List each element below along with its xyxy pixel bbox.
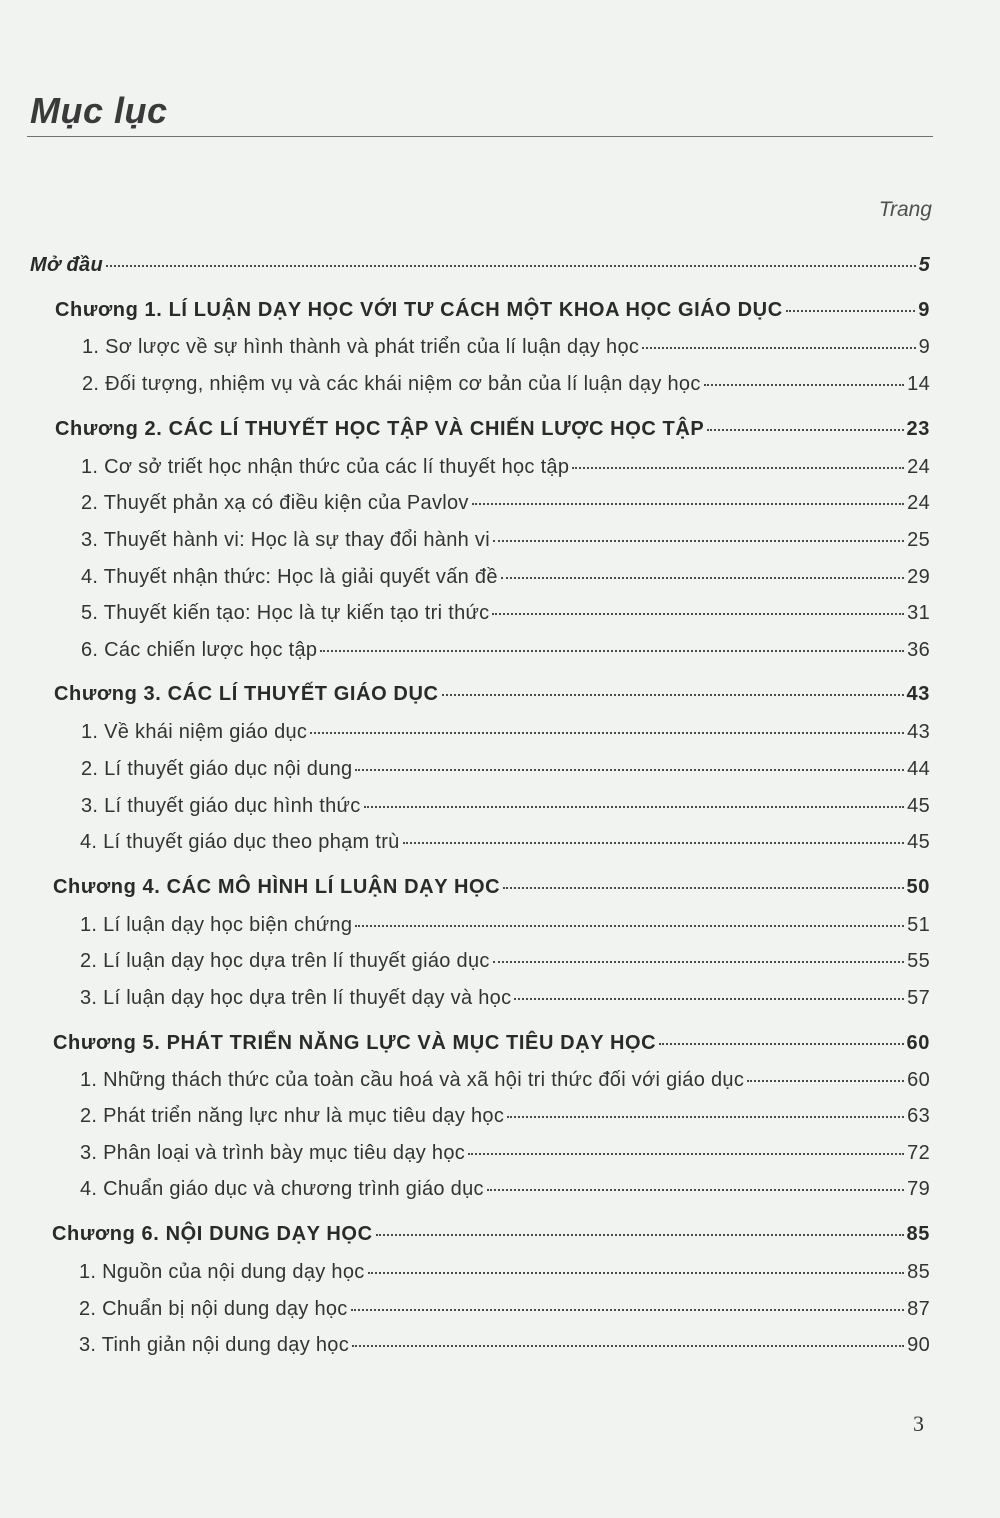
- dot-leader: [507, 1116, 904, 1118]
- toc-entry-label: 1. Về khái niệm giáo dục: [81, 721, 308, 743]
- toc-entry-page: 85: [906, 1223, 930, 1245]
- toc-section-entry: [81, 529, 930, 559]
- toc-entry-page: 25: [907, 529, 930, 551]
- dot-leader: [403, 842, 905, 844]
- toc-entry-label: 2. Lí thuyết giáo dục nội dung: [81, 758, 353, 780]
- toc-entry-page: 9: [918, 299, 930, 321]
- toc-entry-page: 14: [907, 373, 930, 395]
- dot-leader: [786, 310, 916, 312]
- page-title: Mục lục: [30, 90, 168, 131]
- toc-section-entry: [80, 914, 930, 944]
- dot-leader: [493, 540, 904, 542]
- toc-entry-label: Chương 1. LÍ LUẬN DẠY HỌC VỚI TƯ CÁCH MỘT KHOA HỌC GIÁO DỤC: [55, 299, 783, 321]
- toc-entry-page: 45: [907, 831, 930, 853]
- toc-intro-entry: [30, 254, 930, 284]
- toc-section-entry: [81, 758, 930, 788]
- toc-entry-page: 31: [907, 602, 930, 624]
- dot-leader: [355, 769, 904, 771]
- page-number: 3: [913, 1411, 924, 1436]
- dot-leader: [364, 806, 905, 808]
- toc-chapter-entry: [53, 876, 930, 906]
- toc-entry-label: 3. Tinh giản nội dung dạy học: [79, 1334, 350, 1356]
- toc-section-entry: [79, 1334, 930, 1364]
- toc-entry-page: 9: [918, 336, 930, 358]
- toc-entry-page: 79: [907, 1178, 930, 1200]
- toc-entry-page: 24: [907, 456, 930, 478]
- dot-leader: [503, 887, 903, 889]
- toc-entry-page: 90: [907, 1334, 930, 1356]
- toc-entry-label: 2. Đối tượng, nhiệm vụ và các khái niệm cơ bản của lí luận dạy học: [82, 373, 701, 395]
- toc-section-entry: [82, 336, 930, 366]
- toc-entry-label: Chương 5. PHÁT TRIỂN NĂNG LỰC VÀ MỤC TIÊU DẠY HỌC: [53, 1032, 657, 1054]
- toc-entry-page: 45: [907, 795, 930, 817]
- toc-entry-label: 2. Thuyết phản xạ có điều kiện của Pavlov: [81, 492, 469, 514]
- toc-section-entry: [81, 602, 930, 632]
- toc-entry-label: Chương 2. CÁC LÍ THUYẾT HỌC TẬP VÀ CHIẾN LƯỢC HỌC TẬP: [55, 418, 705, 440]
- dot-leader: [355, 925, 904, 927]
- toc-entry-label: 4. Thuyết nhận thức: Học là giải quyết vấn đề: [81, 566, 498, 588]
- dot-leader: [106, 265, 916, 267]
- toc-entry-page: 5: [918, 254, 930, 276]
- toc-entry-label: 1. Sơ lược về sự hình thành và phát triển của lí luận dạy học: [82, 336, 640, 358]
- dot-leader: [659, 1043, 903, 1045]
- toc-entry-label: 3. Phân loại và trình bày mục tiêu dạy học: [80, 1142, 466, 1164]
- toc-entry-label: 2. Phát triển năng lực như là mục tiêu dạy học: [80, 1105, 505, 1127]
- toc-section-entry: [81, 639, 930, 669]
- dot-leader: [351, 1309, 905, 1311]
- toc-chapter-entry: [52, 1223, 930, 1253]
- toc-entry-page: 63: [907, 1105, 930, 1127]
- toc-section-entry: [79, 1298, 930, 1328]
- toc-entry-label: Chương 4. CÁC MÔ HÌNH LÍ LUẬN DẠY HỌC: [53, 876, 501, 898]
- dot-leader: [472, 503, 904, 505]
- toc-entry-page: 85: [907, 1261, 930, 1283]
- toc-section-entry: [80, 1142, 930, 1172]
- title-rule: [27, 136, 933, 137]
- dot-leader: [493, 961, 904, 963]
- toc-chapter-entry: [55, 418, 930, 448]
- toc-section-entry: [80, 1178, 930, 1208]
- toc-entry-page: 44: [907, 758, 930, 780]
- toc-entry-page: 43: [906, 683, 930, 705]
- dot-leader: [707, 429, 903, 431]
- toc-section-entry: [81, 795, 930, 825]
- toc-entry-page: 55: [907, 950, 930, 972]
- toc-entry-page: 51: [907, 914, 930, 936]
- toc-entry-label: Mở đầu: [30, 254, 104, 276]
- toc-section-entry: [81, 492, 930, 522]
- toc-chapter-entry: [54, 683, 930, 713]
- toc-entry-label: 1. Nguồn của nội dung dạy học: [79, 1261, 365, 1283]
- toc-section-entry: [80, 1105, 930, 1135]
- toc-entry-label: 4. Chuẩn giáo dục và chương trình giáo dục: [80, 1178, 484, 1200]
- toc-entry-page: 60: [906, 1032, 930, 1054]
- toc-entry-page: 87: [907, 1298, 930, 1320]
- dot-leader: [352, 1345, 904, 1347]
- toc-section-entry: [79, 1261, 930, 1291]
- dot-leader: [514, 998, 904, 1000]
- dot-leader: [501, 577, 904, 579]
- page-column-label: Trang: [878, 198, 932, 221]
- toc-entry-label: 1. Lí luận dạy học biện chứng: [80, 914, 353, 936]
- toc-section-entry: [80, 1069, 930, 1099]
- dot-leader: [442, 694, 904, 696]
- dot-leader: [572, 467, 904, 469]
- toc-entry-label: 6. Các chiến lược học tập: [81, 639, 318, 661]
- toc-entry-label: 3. Lí luận dạy học dựa trên lí thuyết dạy và học: [80, 987, 512, 1009]
- dot-leader: [492, 613, 904, 615]
- dot-leader: [368, 1272, 905, 1274]
- toc-chapter-entry: [55, 299, 930, 329]
- toc-entry-page: 36: [907, 639, 930, 661]
- toc-entry-page: 29: [907, 566, 930, 588]
- dot-leader: [376, 1234, 904, 1236]
- dot-leader: [487, 1189, 904, 1191]
- toc-entry-label: 3. Lí thuyết giáo dục hình thức: [81, 795, 361, 817]
- toc-section-entry: [80, 950, 930, 980]
- toc-entry-label: Chương 3. CÁC LÍ THUYẾT GIÁO DỤC: [54, 683, 439, 705]
- toc-section-entry: [82, 373, 930, 403]
- toc-entry-label: 2. Lí luận dạy học dựa trên lí thuyết giáo dục: [80, 950, 490, 972]
- toc-section-entry: [80, 831, 930, 861]
- toc-entry-page: 72: [907, 1142, 930, 1164]
- dot-leader: [310, 732, 904, 734]
- toc-entry-page: 43: [907, 721, 930, 743]
- toc-entry-label: 2. Chuẩn bị nội dung dạy học: [79, 1298, 348, 1320]
- toc-entry-label: 5. Thuyết kiến tạo: Học là tự kiến tạo tri thức: [81, 602, 490, 624]
- toc-entry-label: 1. Cơ sở triết học nhận thức của các lí thuyết học tập: [81, 456, 570, 478]
- toc-entry-page: 60: [907, 1069, 930, 1091]
- toc-entry-page: 24: [907, 492, 930, 514]
- toc-chapter-entry: [53, 1032, 930, 1062]
- toc-section-entry: [80, 987, 930, 1017]
- toc-entry-label: Chương 6. NỘI DUNG DẠY HỌC: [52, 1223, 373, 1245]
- dot-leader: [468, 1153, 904, 1155]
- toc-entry-label: 1. Những thách thức của toàn cầu hoá và xã hội tri thức đối với giáo dục: [80, 1069, 745, 1091]
- toc-section-entry: [81, 566, 930, 596]
- toc-entry-label: 4. Lí thuyết giáo dục theo phạm trù: [80, 831, 400, 853]
- toc-entry-page: 23: [906, 418, 930, 440]
- dot-leader: [642, 347, 915, 349]
- dot-leader: [320, 650, 904, 652]
- toc-entry-label: 3. Thuyết hành vi: Học là sự thay đổi hành vi: [81, 529, 490, 551]
- dot-leader: [747, 1080, 904, 1082]
- toc-section-entry: [81, 456, 930, 486]
- toc-section-entry: [81, 721, 930, 751]
- dot-leader: [704, 384, 905, 386]
- toc-entry-page: 57: [907, 987, 930, 1009]
- toc-entry-page: 50: [906, 876, 930, 898]
